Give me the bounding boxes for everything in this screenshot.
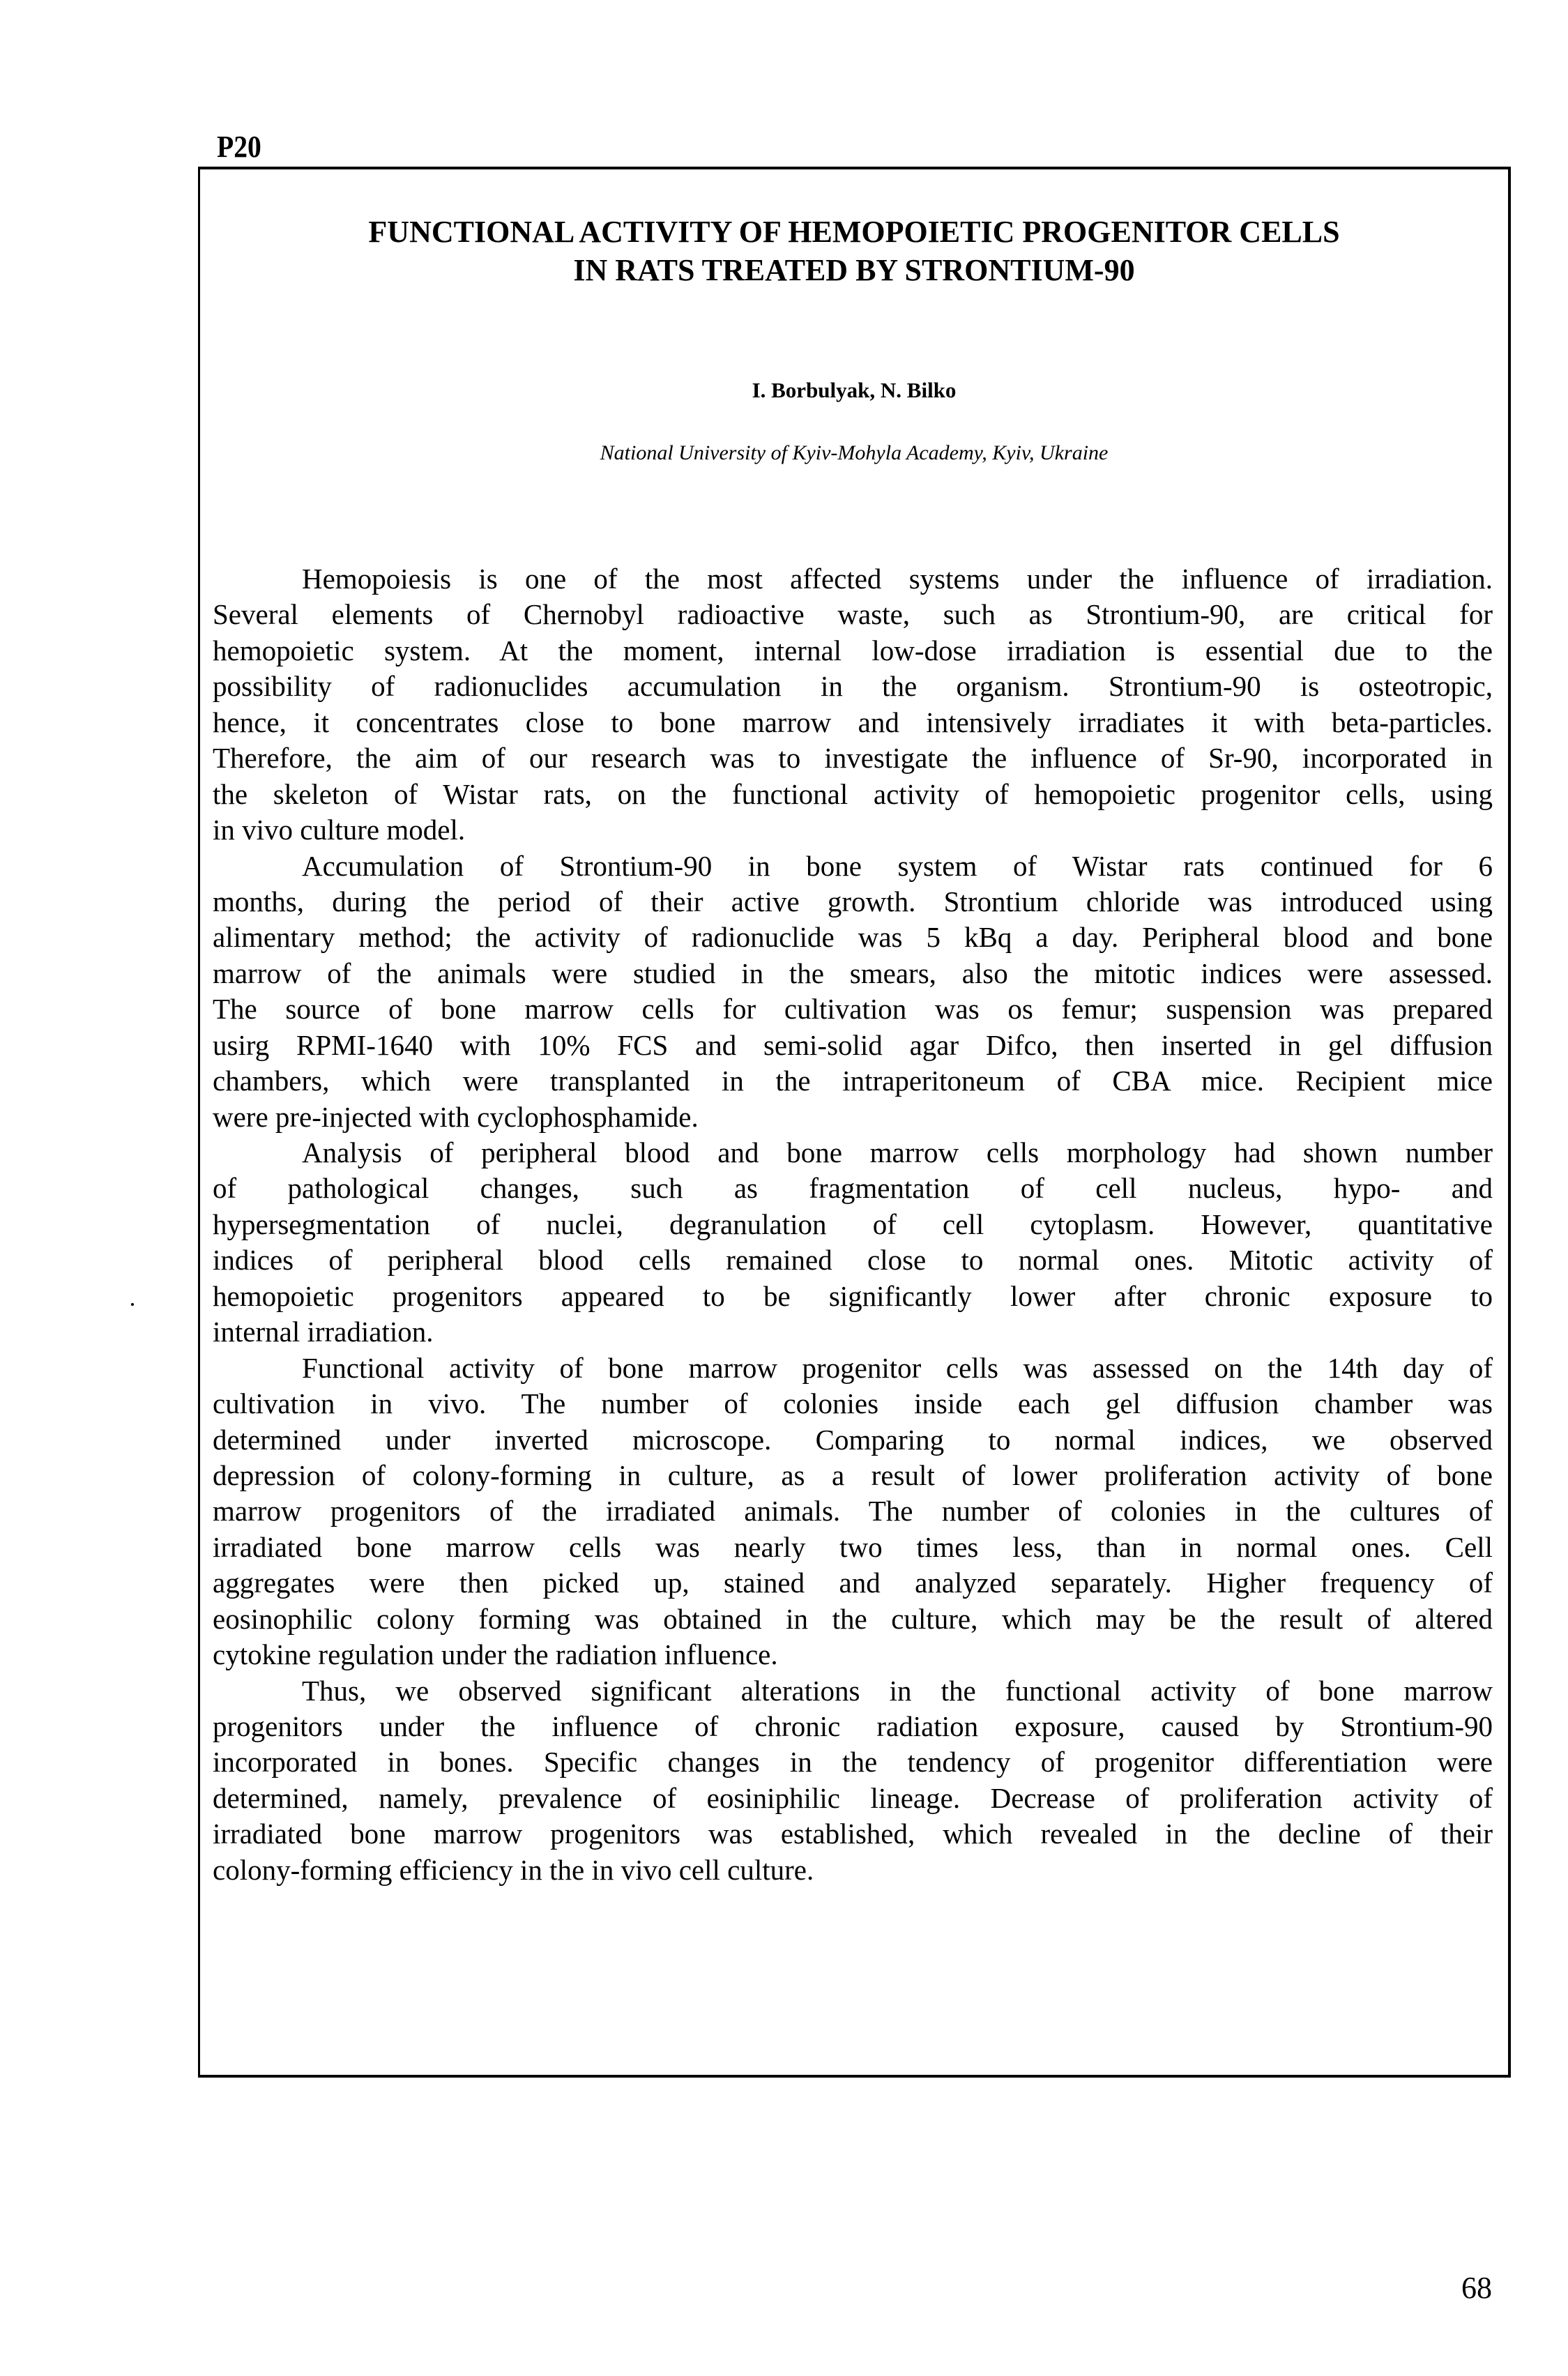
text-line: Functional activity of bone marrow progenitor cells was assessed on the 14th day of [302, 1351, 1493, 1384]
text-line: hemopoietic system. At the moment, internal low-dose irradiation is essential due to the [213, 634, 1493, 667]
affiliation: National University of Kyiv-Mohyla Academy, Kyiv, Ukraine [600, 441, 1109, 464]
text-line: hypersegmentation of nuclei, degranulation of cell cytoplasm. However, quantitative [213, 1208, 1493, 1240]
paragraph [213, 848, 1493, 1136]
scan-speck [131, 1303, 134, 1306]
text-line: in vivo culture model. [213, 814, 466, 846]
text-line: marrow of the animals were studied in the smears, also the mitotic indices were assessed. [213, 957, 1493, 989]
abstract-body [213, 561, 1493, 1888]
text-line: hemopoietic progenitors appeared to be significantly lower after chronic exposure to [213, 1279, 1493, 1312]
text-line: the skeleton of Wistar rats, on the functional activity of hemopoietic progenitor cells, using [213, 777, 1493, 810]
text-line: Accumulation of Strontium-90 in bone system of Wistar rats continued for 6 [302, 849, 1493, 882]
title-line-2: IN RATS TREATED BY STRONTIUM-90 [573, 253, 1135, 287]
text-line: usirg RPMI-1640 with 10% FCS and semi-solid agar Difco, then inserted in gel diffusion [213, 1028, 1493, 1061]
title-line-1: FUNCTIONAL ACTIVITY OF HEMOPOIETIC PROGENITOR CELLS [368, 215, 1340, 249]
text-line: months, during the period of their active growth. Strontium chloride was introduced using [213, 885, 1493, 917]
text-line: possibility of radionuclides accumulation in the organism. Strontium-90 is osteotropic, [213, 670, 1493, 703]
paragraph [213, 1350, 1493, 1673]
text-line: Thus, we observed significant alterations in the functional activity of bone marrow [302, 1674, 1493, 1707]
paragraph [213, 1673, 1493, 1889]
text-line: irradiated bone marrow cells was nearly two times less, than in normal ones. Cell [213, 1530, 1493, 1563]
text-line: determined under inverted microscope. Comparing to normal indices, we observed [213, 1423, 1493, 1456]
text-line: eosinophilic colony forming was obtained in the culture, which may be the result of altered [213, 1602, 1493, 1635]
text-line: internal irradiation. [213, 1316, 434, 1348]
paragraph [213, 1135, 1493, 1350]
text-line: marrow progenitors of the irradiated animals. The number of colonies in the cultures of [213, 1495, 1493, 1528]
text-line: alimentary method; the activity of radionuclide was 5 kBq a day. Peripheral blood and bone [213, 921, 1493, 954]
text-line: colony-forming efficiency in the in vivo cell culture. [213, 1853, 814, 1886]
text-line: progenitors under the influence of chronic radiation exposure, caused by Strontium-90 [213, 1710, 1493, 1742]
paragraph [213, 561, 1493, 848]
text-line: aggregates were then picked up, stained and analyzed separately. Higher frequency of [213, 1567, 1493, 1599]
text-line: chambers, which were transplanted in the intraperitoneum of CBA mice. Recipient mice [213, 1065, 1493, 1097]
text-line: were pre-injected with cyclophosphamide. [213, 1100, 699, 1133]
text-line: Analysis of peripheral blood and bone marrow cells morphology had shown number [302, 1136, 1493, 1168]
text-line: Hemopoiesis is one of the most affected systems under the influence of irradiation. [302, 563, 1493, 595]
text-line: Therefore, the aim of our research was to investigate the influence of Sr-90, incorporated in [213, 742, 1493, 775]
text-line: hence, it concentrates close to bone marrow and intensively irradiates it with beta-particles. [213, 706, 1493, 738]
abstract-code: P20 [217, 130, 261, 164]
authors: I. Borbulyak, N. Bilko [752, 378, 957, 402]
text-line: The source of bone marrow cells for cultivation was os femur; suspension was prepared [213, 993, 1493, 1026]
text-line: cultivation in vivo. The number of colonies inside each gel diffusion chamber was [213, 1387, 1493, 1420]
page-number: 68 [1461, 2271, 1492, 2305]
text-line: determined, namely, prevalence of eosiniphilic lineage. Decrease of proliferation activity of [213, 1781, 1493, 1814]
text-line: irradiated bone marrow progenitors was established, which revealed in the decline of their [213, 1818, 1493, 1850]
text-line: Several elements of Chernobyl radioactive waste, such as Strontium-90, are critical for [213, 598, 1493, 631]
text-line: incorporated in bones. Specific changes in the tendency of progenitor differentiation were [213, 1746, 1493, 1779]
text-line: depression of colony-forming in culture, as a result of lower proliferation activity of bone [213, 1459, 1493, 1491]
text-line: cytokine regulation under the radiation influence. [213, 1638, 778, 1671]
text-line: indices of peripheral blood cells remained close to normal ones. Mitotic activity of [213, 1244, 1493, 1277]
text-line: of pathological changes, such as fragmentation of cell nucleus, hypo- and [213, 1172, 1493, 1205]
